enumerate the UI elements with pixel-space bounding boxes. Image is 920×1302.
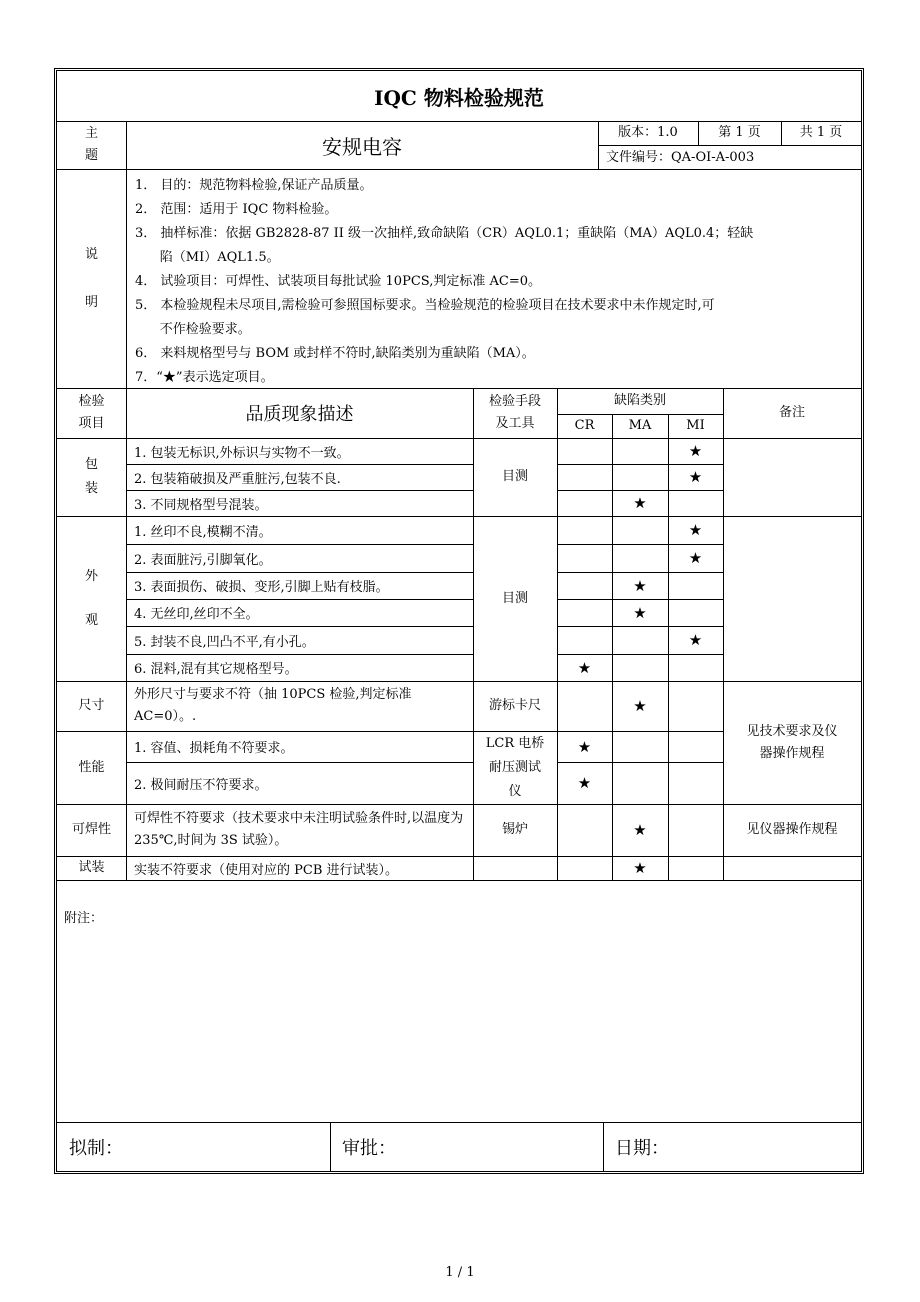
note-line: 2． 范围：适用于 IQC 物料检验。 <box>135 202 338 217</box>
col-defect-header: 缺陷类别 <box>613 393 666 408</box>
table-row: 6. 混料,混有其它规格型号。 <box>134 662 298 677</box>
star-mark-mi: ★ <box>688 442 703 460</box>
col-tool-header: 检验手段 及工具 <box>488 394 541 431</box>
star-mark-mi: ★ <box>688 631 703 649</box>
group-performance: 性能 <box>78 759 105 775</box>
star-mark-cr: ★ <box>577 737 592 756</box>
tool-furnace: 锡炉 <box>501 822 528 837</box>
star-mark-ma: ★ <box>633 821 647 839</box>
tool-visual: 目测 <box>501 469 528 484</box>
star-mark-ma: ★ <box>633 859 647 877</box>
note-line: 6． 来料规格型号与 BOM 或封样不符时,缺陷类别为重缺陷（MA）。 <box>135 346 535 361</box>
date: 日期： <box>615 1137 669 1159</box>
star-mark-mi: ★ <box>688 521 703 539</box>
tool-caliper: 游标卡尺 <box>488 698 541 713</box>
drafted-by: 拟制： <box>69 1137 123 1159</box>
note-line: 不作检验要求。 <box>135 322 251 337</box>
group-trial: 试装 <box>78 860 105 875</box>
table-row: 3. 不同规格型号混装。 <box>134 497 268 513</box>
star-mark-cr: ★ <box>577 658 592 677</box>
table-row: 2. 表面脏污,引脚氧化。 <box>134 552 272 568</box>
page-number: 1 / 1 <box>445 1264 475 1280</box>
page-total: 共 1 页 <box>799 125 843 140</box>
col-remark-header: 备注 <box>778 405 805 420</box>
document-number: 文件编号：QA-OI-A-003 <box>606 150 755 165</box>
tool-lcr: LCR 电桥 耐压测试 仪 <box>485 735 545 799</box>
star-mark-ma: ★ <box>633 494 647 512</box>
col-ma-header: MA <box>628 418 652 433</box>
table-row: 实装不符要求（使用对应的 PCB 进行试装）。 <box>134 862 399 878</box>
attachment-label: 附注： <box>64 911 104 926</box>
doc-title: IQC 物料检验规范 <box>374 85 544 110</box>
note-line: 4． 试验项目：可焊性、试装项目每批试验 10PCS,判定标准 AC=0。 <box>135 274 541 289</box>
table-row: 1. 包装无标识,外标识与实物不一致。 <box>134 445 350 461</box>
star-mark-ma: ★ <box>633 576 647 595</box>
star-mark-cr: ★ <box>577 774 592 792</box>
star-mark-mi: ★ <box>688 549 703 567</box>
table-row: 2. 极间耐压不符要求。 <box>134 777 268 793</box>
notes-block <box>126 169 861 388</box>
table-row: 3. 表面损伤、破损、变形,引脚上贴有枝脂。 <box>134 580 389 595</box>
table-row: 1. 丝印不良,模糊不清。 <box>134 524 272 540</box>
table-row: 1. 容值、损耗角不符要求。 <box>134 741 294 756</box>
remark-tech: 见技术要求及仪 器操作规程 <box>746 723 838 761</box>
note-line: 7．“★”表示选定项目。 <box>135 370 274 385</box>
star-mark-ma: ★ <box>633 603 647 622</box>
col-item-header: 检验 项目 <box>78 394 105 431</box>
star-mark-ma: ★ <box>633 697 647 715</box>
star-mark-mi: ★ <box>688 468 703 486</box>
table-row: 2. 包装箱破损及严重脏污,包装不良. <box>134 471 341 487</box>
group-size: 尺寸 <box>78 698 105 713</box>
version: 版本：1.0 <box>618 125 678 140</box>
notes-label: 说 明 <box>84 246 98 310</box>
page-no: 第 1 页 <box>718 125 761 140</box>
subject-title: 安规电容 <box>322 134 402 159</box>
note-line: 1． 目的：规范物料检验,保证产品质量。 <box>135 178 373 193</box>
col-cr-header: CR <box>574 418 595 433</box>
approved-by: 审批： <box>342 1137 396 1159</box>
group-appearance: 外 观 <box>84 568 98 628</box>
table-row: 可焊性不符要求（技术要求中未注明试验条件时,以温度为 235℃,时间为 3S 试验）。 <box>134 811 464 848</box>
subject-label: 主 题 <box>84 126 98 163</box>
group-solderability: 可焊性 <box>71 822 111 837</box>
remark-instrument: 见仪器操作规程 <box>746 822 838 837</box>
table-row: 外形尺寸与要求不符（抽 10PCS 检验,判定标准 AC=0）。. <box>134 687 412 724</box>
note-line: 5． 本检验规程未尽项目,需检验可参照国标要求。当检验规范的检验项目在技术要求中未作规定时,可 <box>135 298 715 313</box>
col-mi-header: MI <box>686 418 705 433</box>
note-line: 3． 抽样标准：依据 GB2828-87 II 级一次抽样,致命缺陷（CR）AQL0.1；重缺陷（MA）AQL0.4；轻缺 <box>135 226 754 241</box>
note-line: 陷（MI）AQL1.5。 <box>135 250 280 265</box>
group-packing: 包 装 <box>84 457 98 496</box>
table-row: 5. 封装不良,凹凸不平,有小孔。 <box>134 634 315 650</box>
col-desc-header: 品质现象描述 <box>245 404 354 425</box>
table-row: 4. 无丝印,丝印不全。 <box>134 607 259 622</box>
tool-visual: 目测 <box>501 590 528 606</box>
